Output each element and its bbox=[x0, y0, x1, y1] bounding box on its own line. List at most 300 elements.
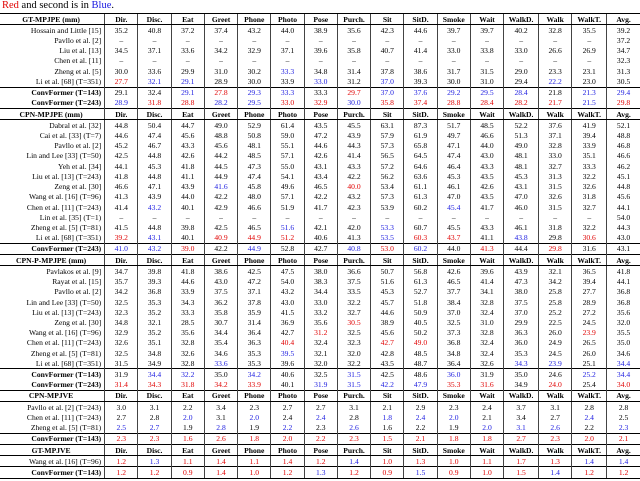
metric-cell: 35.6 bbox=[337, 25, 370, 36]
metric-cell: 44.6 bbox=[171, 276, 204, 286]
metric-cell: 43.5 bbox=[304, 120, 337, 131]
table-caption bbox=[2, 0, 114, 12]
metric-cell: 28.9 bbox=[572, 297, 607, 307]
metric-cell: 45.7 bbox=[371, 297, 404, 307]
metric-cell: 32.2 bbox=[572, 222, 607, 232]
column-header: Purch. bbox=[337, 108, 370, 119]
metric-cell: 2.7 bbox=[304, 402, 337, 413]
metric-cell: 41.3 bbox=[105, 192, 138, 202]
table-row bbox=[0, 369, 640, 380]
column-header: Avg. bbox=[607, 444, 640, 455]
metric-cell: 1.8 bbox=[371, 412, 404, 422]
metric-cell: 31.0 bbox=[204, 66, 237, 76]
metric-cell: 48.5 bbox=[470, 120, 503, 131]
column-header: Walk bbox=[539, 390, 572, 401]
metric-cell: 26.5 bbox=[572, 338, 607, 348]
metric-cell: 29.1 bbox=[171, 87, 204, 98]
metric-cell: 41.1 bbox=[470, 233, 503, 244]
metric-cell: 1.9 bbox=[437, 423, 470, 434]
column-header: WalkT. bbox=[572, 444, 607, 455]
column-header: Sit bbox=[371, 444, 404, 455]
metric-cell: 36.0 bbox=[437, 369, 470, 380]
metric-cell: 30.0 bbox=[337, 98, 370, 109]
metric-cell: 37.1 bbox=[271, 46, 304, 56]
column-header: Pose bbox=[304, 444, 337, 455]
metric-cell: 87.3 bbox=[404, 120, 437, 131]
metric-cell: 35.8 bbox=[371, 98, 404, 109]
metric-cell: 35.5 bbox=[607, 328, 640, 338]
metric-cell: 34.4 bbox=[304, 287, 337, 297]
metric-cell: – bbox=[105, 212, 138, 222]
metric-cell: 1.3 bbox=[138, 456, 171, 467]
metric-cell: 37.2 bbox=[607, 35, 640, 45]
metric-cell: 43.1 bbox=[607, 243, 640, 254]
metric-cell: 28.9 bbox=[204, 76, 237, 87]
metric-cell: 51.8 bbox=[404, 297, 437, 307]
metric-cell: 2.0 bbox=[171, 412, 204, 422]
metric-cell: 32.4 bbox=[470, 338, 503, 348]
method-name: Pavllo et al. [2] bbox=[54, 287, 102, 297]
metric-cell: 44.0 bbox=[271, 25, 304, 36]
metric-cell: 31.9 bbox=[105, 369, 138, 380]
metric-cell: – bbox=[539, 35, 572, 45]
section-title: CPN-P-MPJPE (mm) bbox=[0, 255, 105, 266]
metric-cell: 41.6 bbox=[204, 182, 237, 192]
metric-cell: 57.2 bbox=[371, 161, 404, 171]
metric-cell: 61.4 bbox=[271, 120, 304, 131]
metric-cell: 39.3 bbox=[138, 276, 171, 286]
metric-cell: 1.2 bbox=[138, 467, 171, 479]
column-header: Dir. bbox=[105, 14, 138, 25]
column-header: WalkT. bbox=[572, 108, 607, 119]
metric-cell: 38.3 bbox=[304, 276, 337, 286]
column-header: Greet bbox=[204, 390, 237, 401]
metric-cell: 24.6 bbox=[539, 369, 572, 380]
results-table bbox=[0, 13, 640, 479]
metric-cell: 1.1 bbox=[470, 456, 503, 467]
metric-cell: 50.7 bbox=[371, 266, 404, 277]
metric-cell: 32.8 bbox=[171, 338, 204, 348]
metric-cell: 26.0 bbox=[539, 328, 572, 338]
metric-cell: 35.2 bbox=[138, 307, 171, 317]
metric-cell: 42.5 bbox=[371, 369, 404, 380]
method-name: Pavlakos et al. [9] bbox=[46, 266, 102, 276]
metric-cell: 35.2 bbox=[138, 328, 171, 338]
table-row bbox=[0, 202, 640, 212]
metric-cell: 37.8 bbox=[238, 297, 271, 307]
method-name: Chen et al. [11] (T=243) bbox=[26, 202, 102, 212]
metric-cell: 46.0 bbox=[504, 202, 539, 212]
metric-cell: 61.3 bbox=[404, 192, 437, 202]
metric-cell: 1.5 bbox=[371, 433, 404, 444]
metric-cell: 31.3 bbox=[607, 66, 640, 76]
method-name: Lin et al. [35] (T=1) bbox=[39, 212, 102, 222]
metric-cell: 32.4 bbox=[138, 87, 171, 98]
table-row bbox=[0, 287, 640, 297]
metric-cell: 31.3 bbox=[539, 171, 572, 181]
metric-cell: 32.9 bbox=[105, 328, 138, 338]
metric-cell: 41.8 bbox=[607, 266, 640, 277]
section-header-row bbox=[0, 108, 640, 119]
metric-cell: 42.8 bbox=[371, 348, 404, 358]
method-name: Zeng et al. [30] bbox=[54, 182, 102, 192]
metric-cell: 45.1 bbox=[607, 171, 640, 181]
column-header: Disc. bbox=[138, 108, 171, 119]
metric-cell: 2.4 bbox=[404, 412, 437, 422]
column-header: Smoke bbox=[437, 255, 470, 266]
metric-cell: 44.8 bbox=[138, 222, 171, 232]
column-header: Avg. bbox=[607, 390, 640, 401]
metric-cell: 43.8 bbox=[504, 233, 539, 244]
metric-cell: 53.0 bbox=[371, 243, 404, 254]
metric-cell: – bbox=[204, 56, 237, 66]
metric-cell: 43.2 bbox=[337, 192, 370, 202]
metric-cell: 37.1 bbox=[539, 130, 572, 140]
table-row bbox=[0, 358, 640, 369]
metric-cell: 32.5 bbox=[105, 348, 138, 358]
metric-cell: 31.5 bbox=[470, 66, 503, 76]
metric-cell: 43.1 bbox=[138, 233, 171, 244]
metric-cell: 35.5 bbox=[572, 25, 607, 36]
metric-cell: 33.0 bbox=[504, 46, 539, 56]
metric-cell: 2.3 bbox=[337, 433, 370, 444]
metric-cell: 42.3 bbox=[337, 202, 370, 212]
section-title: CPN-MPJPE (mm) bbox=[0, 108, 105, 119]
metric-cell: 36.8 bbox=[437, 338, 470, 348]
metric-cell: 32.7 bbox=[539, 161, 572, 171]
metric-cell: 1.4 bbox=[539, 467, 572, 479]
table-row bbox=[0, 171, 640, 181]
metric-cell: 46.7 bbox=[138, 141, 171, 151]
metric-cell: 25.4 bbox=[572, 380, 607, 391]
table-row bbox=[0, 307, 640, 317]
metric-cell: 28.5 bbox=[171, 317, 204, 327]
metric-cell: 35.0 bbox=[607, 338, 640, 348]
metric-cell: 29.9 bbox=[504, 317, 539, 327]
metric-cell: 41.7 bbox=[304, 202, 337, 212]
column-header: WalkD. bbox=[504, 444, 539, 455]
metric-cell: 31.4 bbox=[238, 317, 271, 327]
metric-cell: 41.4 bbox=[105, 202, 138, 212]
metric-cell: 23.0 bbox=[572, 76, 607, 87]
metric-cell: 42.6 bbox=[304, 151, 337, 161]
metric-cell: 3.1 bbox=[204, 412, 237, 422]
column-header: Eat bbox=[171, 14, 204, 25]
metric-cell: 1.5 bbox=[504, 467, 539, 479]
metric-cell: 2.0 bbox=[238, 412, 271, 422]
method-name: Zheng et al. [5] (T=81) bbox=[30, 423, 102, 433]
metric-cell: 1.0 bbox=[437, 456, 470, 467]
metric-cell: 52.9 bbox=[238, 120, 271, 131]
metric-cell: 30.6 bbox=[572, 233, 607, 244]
metric-cell: 40.4 bbox=[271, 338, 304, 348]
metric-cell: 27.7 bbox=[105, 76, 138, 87]
column-header: Phone bbox=[238, 255, 271, 266]
metric-cell: 42.6 bbox=[171, 151, 204, 161]
metric-cell: 2.3 bbox=[238, 402, 271, 413]
metric-cell: 28.9 bbox=[105, 98, 138, 109]
metric-cell: 31.0 bbox=[470, 317, 503, 327]
table-row bbox=[0, 87, 640, 98]
metric-cell: 42.6 bbox=[437, 266, 470, 277]
metric-cell: 28.4 bbox=[470, 98, 503, 109]
metric-cell: 32.6 bbox=[171, 348, 204, 358]
metric-cell: 31.5 bbox=[337, 380, 370, 391]
metric-cell: 1.2 bbox=[105, 456, 138, 467]
metric-cell: 49.0 bbox=[504, 141, 539, 151]
metric-cell: 56.2 bbox=[371, 171, 404, 181]
metric-cell: 28.2 bbox=[504, 98, 539, 109]
metric-cell: 38.4 bbox=[437, 297, 470, 307]
metric-cell: 49.6 bbox=[271, 182, 304, 192]
metric-cell: 3.1 bbox=[138, 402, 171, 413]
metric-cell: 44.0 bbox=[171, 192, 204, 202]
metric-cell: 29.8 bbox=[539, 233, 572, 244]
metric-cell: 37.0 bbox=[371, 87, 404, 98]
metric-cell: – bbox=[404, 35, 437, 45]
metric-cell: 42.9 bbox=[204, 202, 237, 212]
metric-cell: 40.6 bbox=[271, 369, 304, 380]
metric-cell: 41.8 bbox=[105, 171, 138, 181]
metric-cell: 43.5 bbox=[371, 358, 404, 369]
metric-cell: 34.9 bbox=[504, 380, 539, 391]
metric-cell: 47.5 bbox=[271, 266, 304, 277]
metric-cell: 31.9 bbox=[304, 380, 337, 391]
column-header: Greet bbox=[204, 14, 237, 25]
column-header: Photo bbox=[271, 108, 304, 119]
metric-cell: – bbox=[470, 35, 503, 45]
metric-cell: 35.9 bbox=[238, 307, 271, 317]
metric-cell: 39.4 bbox=[572, 130, 607, 140]
metric-cell: 36.0 bbox=[504, 338, 539, 348]
metric-cell: 35.6 bbox=[607, 307, 640, 317]
metric-cell: 40.1 bbox=[271, 380, 304, 391]
metric-cell: 36.3 bbox=[238, 338, 271, 348]
metric-cell: 41.1 bbox=[171, 171, 204, 181]
metric-cell: – bbox=[271, 56, 304, 66]
metric-cell: 52.2 bbox=[504, 120, 539, 131]
metric-cell: 34.1 bbox=[470, 287, 503, 297]
metric-cell: 34.8 bbox=[304, 66, 337, 76]
column-header: Wait bbox=[470, 390, 503, 401]
metric-cell: 35.7 bbox=[105, 276, 138, 286]
metric-cell: 43.5 bbox=[470, 192, 503, 202]
metric-cell: 32.7 bbox=[337, 307, 370, 317]
metric-cell: 38.9 bbox=[304, 25, 337, 36]
metric-cell: 56.8 bbox=[404, 266, 437, 277]
metric-cell: 31.5 bbox=[105, 358, 138, 369]
metric-cell: 54.1 bbox=[271, 171, 304, 181]
metric-cell: 46.6 bbox=[105, 182, 138, 192]
metric-cell: 27.8 bbox=[204, 87, 237, 98]
metric-cell: 34.2 bbox=[204, 46, 237, 56]
metric-cell: 24.0 bbox=[539, 380, 572, 391]
metric-cell: 43.3 bbox=[337, 161, 370, 171]
metric-cell: 36.8 bbox=[607, 287, 640, 297]
section-title: CPN-MPJVE bbox=[0, 390, 105, 401]
method-name: Hossain and Little [15] bbox=[30, 25, 102, 35]
metric-cell: 44.8 bbox=[607, 182, 640, 192]
metric-cell: 32.6 bbox=[572, 182, 607, 192]
metric-cell: 2.3 bbox=[304, 423, 337, 434]
metric-cell: 2.8 bbox=[204, 423, 237, 434]
metric-cell: 44.8 bbox=[138, 151, 171, 161]
metric-cell: 43.4 bbox=[304, 171, 337, 181]
method-name: Pavllo et al. [2] bbox=[54, 141, 102, 151]
metric-cell: 1.0 bbox=[470, 467, 503, 479]
metric-cell: 30.0 bbox=[238, 76, 271, 87]
metric-cell: 41.4 bbox=[470, 276, 503, 286]
metric-cell: 44.7 bbox=[171, 120, 204, 131]
metric-cell: 25.1 bbox=[572, 358, 607, 369]
metric-cell: 44.2 bbox=[204, 151, 237, 161]
column-header: Sit bbox=[371, 14, 404, 25]
metric-cell: 44.9 bbox=[204, 171, 237, 181]
metric-cell: 42.2 bbox=[337, 171, 370, 181]
metric-cell: 1.9 bbox=[171, 423, 204, 434]
metric-cell: 0.9 bbox=[437, 467, 470, 479]
metric-cell: 42.7 bbox=[271, 328, 304, 338]
metric-cell: 45.5 bbox=[437, 222, 470, 232]
column-header: Disc. bbox=[138, 444, 171, 455]
metric-cell: 2.8 bbox=[607, 402, 640, 413]
metric-cell: 41.8 bbox=[171, 266, 204, 277]
method-name: Lin and Lee [33] (T=50) bbox=[26, 151, 102, 161]
metric-cell: 45.3 bbox=[437, 171, 470, 181]
table-row bbox=[0, 66, 640, 76]
metric-cell: 36.2 bbox=[204, 297, 237, 307]
metric-cell: 32.9 bbox=[238, 46, 271, 56]
metric-cell: 44.8 bbox=[138, 171, 171, 181]
metric-cell: 1.2 bbox=[105, 467, 138, 479]
method-name: Pavllo et al. [2] bbox=[54, 36, 102, 46]
metric-cell: 40.1 bbox=[171, 202, 204, 212]
metric-cell: 29.5 bbox=[470, 87, 503, 98]
metric-cell: – bbox=[238, 56, 271, 66]
metric-cell: 32.8 bbox=[539, 141, 572, 151]
metric-cell: 47.4 bbox=[437, 151, 470, 161]
column-header: SitD. bbox=[404, 108, 437, 119]
metric-cell: 64.5 bbox=[404, 151, 437, 161]
metric-cell: 36.8 bbox=[607, 297, 640, 307]
metric-cell: 33.2 bbox=[304, 307, 337, 317]
table-row bbox=[0, 141, 640, 151]
metric-cell: 40.1 bbox=[171, 233, 204, 244]
metric-cell: 52.8 bbox=[271, 243, 304, 254]
metric-cell: 31.7 bbox=[437, 66, 470, 76]
metric-cell: 1.4 bbox=[204, 456, 237, 467]
metric-cell: 37.5 bbox=[204, 287, 237, 297]
metric-cell: 37.0 bbox=[437, 307, 470, 317]
metric-cell: 51.3 bbox=[504, 130, 539, 140]
metric-cell: 32.3 bbox=[337, 338, 370, 348]
metric-cell: 32.5 bbox=[105, 297, 138, 307]
metric-cell: 30.5 bbox=[337, 317, 370, 327]
metric-cell: 32.2 bbox=[337, 297, 370, 307]
metric-cell: 43.1 bbox=[504, 182, 539, 192]
metric-cell: 0.9 bbox=[371, 467, 404, 479]
metric-cell: 31.4 bbox=[337, 66, 370, 76]
metric-cell: 33.3 bbox=[271, 66, 304, 76]
metric-cell: 44.5 bbox=[204, 161, 237, 171]
table-row bbox=[0, 412, 640, 422]
metric-cell: 41.3 bbox=[337, 233, 370, 244]
metric-cell: 39.2 bbox=[607, 25, 640, 36]
metric-cell: 44.0 bbox=[470, 141, 503, 151]
metric-cell: 37.0 bbox=[371, 76, 404, 87]
metric-cell: 39.4 bbox=[572, 276, 607, 286]
metric-cell: 32.1 bbox=[539, 266, 572, 277]
column-header: Dir. bbox=[105, 108, 138, 119]
metric-cell: 33.0 bbox=[304, 76, 337, 87]
metric-cell: – bbox=[304, 35, 337, 45]
metric-cell: 2.6 bbox=[204, 433, 237, 444]
column-header: Purch. bbox=[337, 390, 370, 401]
table-row bbox=[0, 317, 640, 327]
metric-cell: 37.1 bbox=[238, 287, 271, 297]
metric-cell: – bbox=[238, 212, 271, 222]
metric-cell: 31.6 bbox=[572, 243, 607, 254]
metric-cell: 31.5 bbox=[539, 202, 572, 212]
table-row bbox=[0, 243, 640, 254]
column-header: Walk bbox=[539, 255, 572, 266]
metric-cell: 46.1 bbox=[437, 182, 470, 192]
metric-cell: 32.6 bbox=[539, 192, 572, 202]
metric-cell: 33.9 bbox=[238, 380, 271, 391]
metric-cell: – bbox=[572, 35, 607, 45]
metric-cell: 28.4 bbox=[504, 87, 539, 98]
table-row bbox=[0, 276, 640, 286]
metric-cell: 55.1 bbox=[271, 141, 304, 151]
metric-cell: – bbox=[404, 56, 437, 66]
metric-cell: 32.7 bbox=[572, 202, 607, 212]
table-body bbox=[0, 14, 640, 479]
metric-cell: 1.2 bbox=[304, 456, 337, 467]
metric-cell: 23.9 bbox=[539, 358, 572, 369]
metric-cell: 1.3 bbox=[539, 456, 572, 467]
method-name: ConvFormer (T=243) bbox=[31, 98, 102, 108]
method-name: Liu et al. [13] bbox=[59, 46, 102, 56]
metric-cell: 48.5 bbox=[404, 348, 437, 358]
metric-cell: 31.8 bbox=[138, 98, 171, 109]
metric-cell: 51.6 bbox=[271, 222, 304, 232]
metric-cell: 32.6 bbox=[470, 358, 503, 369]
metric-cell: – bbox=[171, 35, 204, 45]
metric-cell: 32.1 bbox=[138, 317, 171, 327]
column-header: Avg. bbox=[607, 14, 640, 25]
table-row bbox=[0, 222, 640, 232]
metric-cell: 48.5 bbox=[238, 151, 271, 161]
metric-cell: 35.3 bbox=[138, 297, 171, 307]
column-header: Greet bbox=[204, 255, 237, 266]
metric-cell: 60.7 bbox=[404, 222, 437, 232]
metric-cell: 60.2 bbox=[404, 202, 437, 212]
metric-cell: 35.0 bbox=[204, 369, 237, 380]
metric-cell: 34.4 bbox=[607, 369, 640, 380]
metric-cell: 57.3 bbox=[371, 141, 404, 151]
metric-cell: 37.6 bbox=[404, 87, 437, 98]
column-header: Photo bbox=[271, 390, 304, 401]
method-name: Chen et al. [11] (T=243) bbox=[26, 338, 102, 348]
metric-cell: 37.0 bbox=[504, 307, 539, 317]
metric-cell: 24.5 bbox=[572, 317, 607, 327]
method-name: Liu et al. [13] (T=243) bbox=[32, 171, 102, 181]
table-row bbox=[0, 130, 640, 140]
table-row bbox=[0, 380, 640, 391]
column-header: Walk bbox=[539, 108, 572, 119]
table-row bbox=[0, 402, 640, 413]
metric-cell: 32.0 bbox=[607, 317, 640, 327]
